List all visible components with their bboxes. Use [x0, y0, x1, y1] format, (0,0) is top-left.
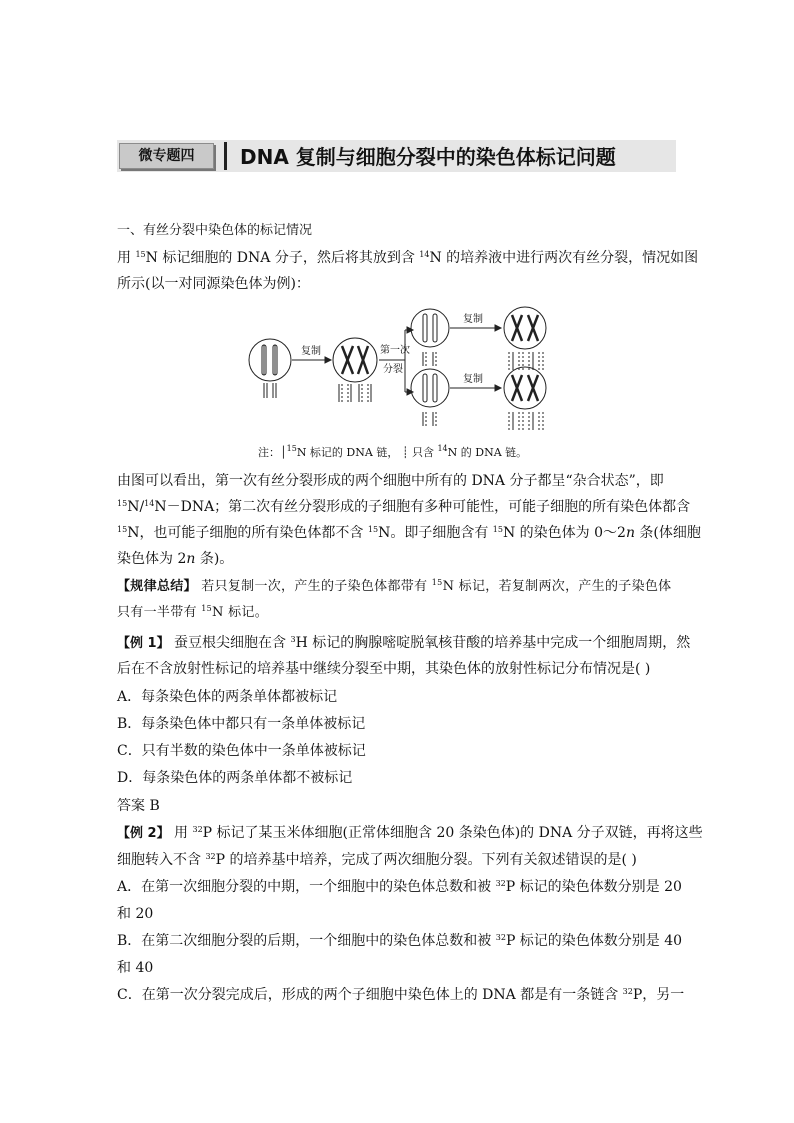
- analysis-line-4: 染色体为 2n 条)。: [117, 551, 234, 567]
- example1-option-c: C．只有半数的染色体中一条单体被标记: [117, 743, 366, 759]
- example2-option-c-1: C．在第一次分裂完成后，形成的两个子细胞中染色体上的 DNA 都是有一条链含 $^{32}$P，另一: [117, 987, 685, 1003]
- intro-line-1: 用 $^{15}$N 标记细胞的 DNA 分子，然后将其放到含 $^{14}$N 的培养液中进行两次有丝分裂，情况如图: [117, 250, 699, 266]
- label-replicate-3: 复制: [463, 374, 483, 385]
- rule-summary-line-2: 只有一半带有 $^{15}$N 标记。: [117, 604, 269, 620]
- label-replicate-2: 复制: [463, 314, 483, 325]
- example2-option-a-1: A．在第一次细胞分裂的中期，一个细胞中的染色体总数和被 $^{32}$P 标记的染色体数分别是 20: [117, 879, 682, 895]
- topic-tag: 微专题四: [119, 143, 214, 169]
- diagram-note: 注：│$^{15}$N 标记的 DNA 链， ┊ 只含 $^{14}$N 的 DNA 链。: [258, 444, 528, 459]
- replicated-chromosomes: [342, 346, 368, 374]
- page-title: DNA 复制与细胞分裂中的染色体标记问题: [240, 145, 616, 169]
- example2-stem-2: 细胞转入不含 $^{32}$P 的培养基中培养，完成了两次细胞分裂。下列有关叙述错误的是( ): [117, 852, 637, 868]
- analysis-line-2: $^{15}$N/$^{14}$N－DNA；第二次有丝分裂形成的子细胞有多种可能性，可能子细胞的所有染色体都含: [117, 499, 691, 515]
- daughter-cell-upper: [411, 309, 449, 347]
- example2-option-a-2: 和 20: [117, 906, 154, 922]
- rule-summary-line-1: 【规律总结】 若只复制一次，产生的子染色体都带有 $^{15}$N 标记，若复制两次，产生的子染色体: [117, 578, 672, 594]
- example1-option-a: A．每条染色体的两条单体都被标记: [117, 689, 338, 705]
- daughter-cell-lower: [411, 369, 449, 407]
- parent-chromosomes: [262, 345, 277, 375]
- replicated-cell-lower: [504, 367, 546, 409]
- example2-option-b-1: B．在第二次细胞分裂的后期，一个细胞中的染色体总数和被 $^{32}$P 标记的染色体数分别是 40: [117, 933, 683, 949]
- intro-line-2: 所示(以一对同源染色体为例)：: [117, 276, 310, 292]
- label-replicate-1: 复制: [301, 346, 321, 357]
- parent-cell: [249, 339, 291, 381]
- cell-division-diagram: [245, 300, 550, 460]
- example2-option-b-2: 和 40: [117, 960, 154, 976]
- replicated-cell-upper: [504, 307, 546, 349]
- section-heading: 一、有丝分裂中染色体的标记情况: [117, 223, 313, 238]
- example1-stem-1: 【例 1】 蚕豆根尖细胞在含 $^3$H 标记的胸腺嘧啶脱氧核苷酸的培养基中完成一个细胞周期，然: [117, 635, 691, 651]
- example1-stem-2: 后在不含放射性标记的培养基中继续分裂至中期，其染色体的放射性标记分布情况是( ): [117, 661, 651, 677]
- label-first: 第一次: [380, 345, 410, 356]
- example1-answer: 答案 B: [117, 798, 160, 814]
- replicated-cell: [333, 338, 377, 382]
- example1-option-b: B．每条染色体中都只有一条单体被标记: [117, 716, 366, 732]
- label-division: 分裂: [383, 364, 403, 375]
- example2-stem-1: 【例 2】 用 $^{32}$P 标记了某玉米体细胞(正常体细胞含 20 条染色体)的 DNA 分子双链，再将这些: [117, 825, 703, 841]
- analysis-line-3: $^{15}$N，也可能子细胞的所有染色体都不含 $^{15}$N。即子细胞含有 $^{15}$N 的染色体为 0～2n 条(体细胞: [117, 525, 701, 541]
- header-divider: [224, 142, 227, 170]
- analysis-line-1: 由图可以看出，第一次有丝分裂形成的两个细胞中所有的 DNA 分子都呈“杂合状态”，即: [117, 473, 664, 489]
- example1-option-d: D．每条染色体的两条单体都不被标记: [117, 770, 353, 786]
